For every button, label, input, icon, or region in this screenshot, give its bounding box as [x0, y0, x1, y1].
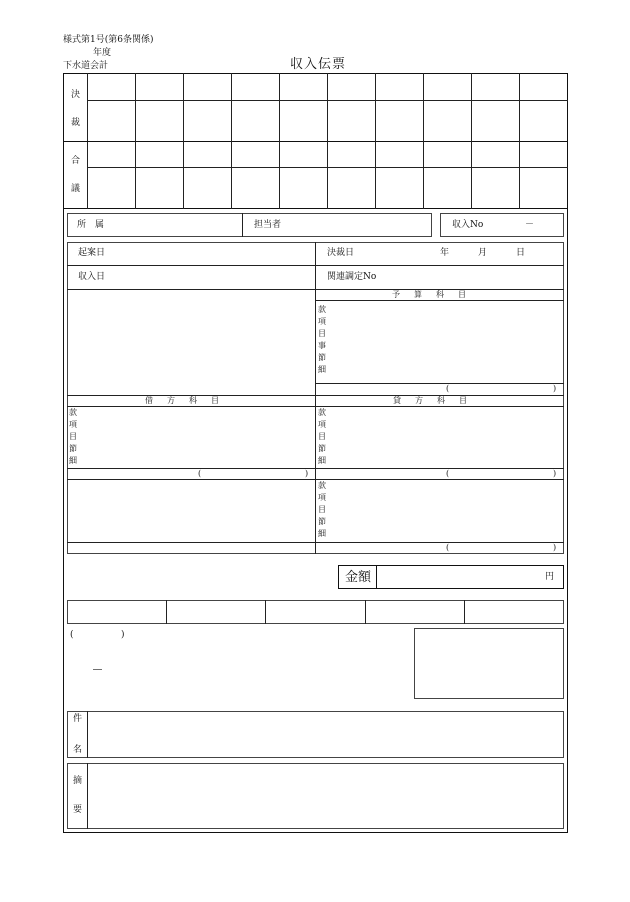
related-no-label: 関連調定No: [327, 272, 377, 282]
receipt-date-label: 収入日: [78, 272, 106, 282]
subject-divider: [87, 711, 88, 758]
debit-item: 節: [69, 444, 77, 453]
debit-item: 項: [69, 420, 77, 429]
summary-char-1: 摘: [73, 776, 83, 786]
credit2-item: 目: [318, 505, 326, 514]
debit-credit-bottom-line: [67, 479, 564, 480]
decision-char-2: 裁: [71, 118, 81, 128]
stamp-row-divider: [464, 600, 465, 624]
credit2-paren-open: (: [446, 543, 450, 552]
budget-heading-line: [315, 300, 564, 301]
credit2-total-line: [67, 542, 564, 543]
debit-heading: 借 方 科 目: [145, 396, 222, 405]
credit-item: 目: [318, 432, 326, 441]
receipt-no-dash: －: [525, 220, 535, 230]
credit-items: [318, 408, 328, 468]
credit-heading: 貸 方 科 目: [393, 396, 470, 405]
subject-box[interactable]: [67, 711, 564, 758]
amount-label: 金額: [345, 570, 372, 585]
summary-box[interactable]: [67, 763, 564, 829]
subject-char-2: 名: [73, 745, 83, 755]
debit-paren-open: (: [198, 469, 202, 478]
debit-credit-heading-line: [67, 406, 564, 407]
credit-item: 款: [318, 408, 326, 417]
credit2-paren-close: ): [553, 543, 557, 552]
stamp-column-line: [231, 73, 232, 209]
account-label: 下水道会計: [63, 61, 109, 71]
budget-items: [318, 305, 328, 377]
form-title: 収入伝票: [290, 57, 347, 72]
summary-char-2: 要: [73, 805, 83, 815]
credit-item: 節: [318, 444, 326, 453]
stamp-column-line: [327, 73, 328, 209]
approval-mid-divider: [63, 141, 568, 142]
month-label: 月: [478, 248, 488, 258]
budget-total-line: [315, 383, 564, 384]
budget-heading: 予 算 科 目: [392, 290, 469, 299]
stamp-column-line: [183, 73, 184, 209]
receipt-stamp-box: [414, 628, 564, 699]
debit-item: 目: [69, 432, 77, 441]
budget-item: 細: [318, 365, 326, 374]
payer-paren-open: (: [70, 630, 74, 640]
credit2-item: 項: [318, 493, 326, 502]
credit2-item: 款: [318, 481, 326, 490]
budget-item: 目: [318, 329, 326, 338]
amount-unit: 円: [545, 572, 555, 582]
person-in-charge-label: 担当者: [254, 220, 282, 230]
receipt-no-label: 収入No: [452, 220, 484, 230]
stamp-column-line: [471, 73, 472, 209]
credit-paren-close: ): [553, 469, 557, 478]
budget-item: 節: [318, 353, 326, 362]
debit-item: 款: [69, 408, 77, 417]
debit-items: [69, 408, 79, 468]
debit-credit-total-line: [67, 468, 564, 469]
stamp-row: [67, 600, 564, 624]
debit-credit-top-line: [67, 395, 564, 396]
payer-paren-close: ): [121, 630, 125, 640]
budget-item: 項: [318, 317, 326, 326]
day-label: 日: [516, 248, 526, 258]
decision-char-1: 決: [71, 90, 81, 100]
draft-date-label: 起案日: [78, 248, 106, 258]
credit2-items: [318, 481, 328, 541]
stamp-column-line: [279, 73, 280, 209]
form-number: 様式第1号(第6条関係): [63, 35, 154, 45]
fiscal-year-label: 年度: [93, 48, 112, 58]
stamp-column-line: [375, 73, 376, 209]
consult-char-1: 合: [71, 156, 81, 166]
debit-paren-close: ): [305, 469, 309, 478]
stamp-row-divider: [166, 600, 167, 624]
decision-date-label: 決裁日: [327, 248, 355, 258]
credit-item: 項: [318, 420, 326, 429]
payer-dash: ―: [93, 665, 102, 675]
consult-char-2: 議: [71, 184, 81, 194]
subject-char-1: 件: [73, 714, 83, 724]
year-label: 年: [440, 248, 450, 258]
stamp-column-line: [135, 73, 136, 209]
stamp-column-line: [423, 73, 424, 209]
stamp-column-line: [519, 73, 520, 209]
credit-item: 細: [318, 456, 326, 465]
debit-item: 細: [69, 456, 77, 465]
amount-divider: [376, 565, 377, 589]
stamp-row-divider: [365, 600, 366, 624]
summary-divider: [87, 763, 88, 829]
center-divider: [315, 242, 316, 554]
credit-paren-open: (: [446, 469, 450, 478]
stamp-row-divider: [265, 600, 266, 624]
department-label: 所 属: [77, 220, 105, 230]
budget-item: 款: [318, 305, 326, 314]
credit2-item: 細: [318, 529, 326, 538]
credit2-item: 節: [318, 517, 326, 526]
budget-paren-close: ): [553, 384, 557, 393]
amount-box[interactable]: [338, 565, 564, 589]
dept-box: [67, 213, 432, 237]
dept-divider: [242, 213, 243, 237]
budget-paren-open: (: [446, 384, 450, 393]
budget-item: 事: [318, 341, 326, 350]
